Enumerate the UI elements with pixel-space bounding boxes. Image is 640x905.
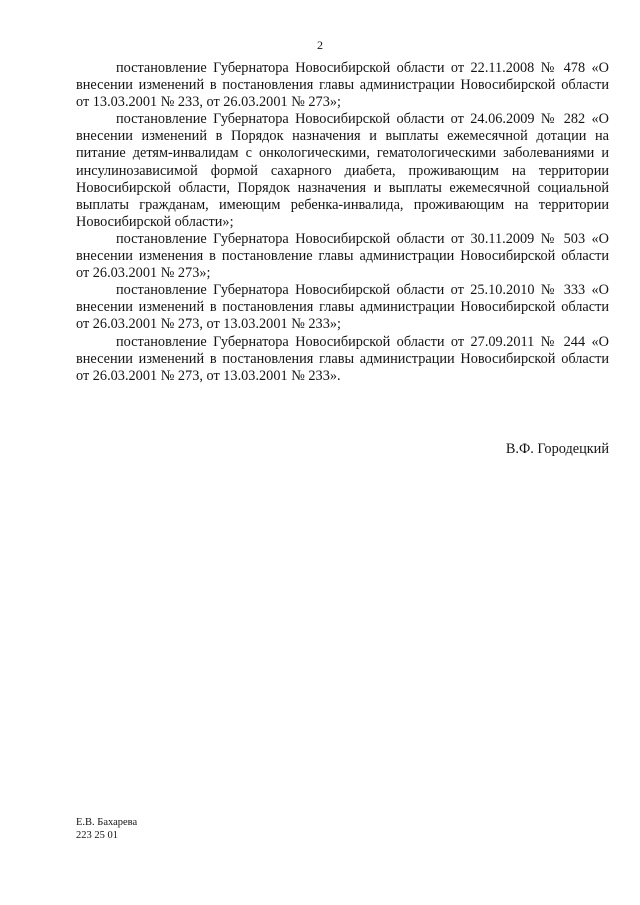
- document-body: [76, 60, 609, 385]
- executor-name: Е.В. Бахарева: [76, 817, 138, 828]
- page-number: 2: [317, 38, 323, 52]
- paragraph-decree-478: постановление Губернатора Новосибирской области от 22.11.2008 № 478 «О внесении изменений в постановления главы администрации Новосибирской области от 13.03.2001 № 233, от 26.03.2001 № 273»;: [76, 60, 609, 111]
- executor-phone: 223 25 01: [76, 829, 118, 841]
- executor-block: [76, 817, 137, 842]
- signature-name: В.Ф. Городецкий: [505, 441, 609, 457]
- paragraph-decree-244: постановление Губернатора Новосибирской области от 27.09.2011 № 244 «О внесении изменений в постановления главы администрации Новосибирской области от 26.03.2001 № 273, от 13.03.2001 № 233».: [76, 333, 609, 384]
- paragraph-decree-333: постановление Губернатора Новосибирской области от 25.10.2010 № 333 «О внесении изменений в постановления главы администрации Новосибирской области от 26.03.2001 № 273, от 13.03.2001 № 233»;: [76, 282, 609, 333]
- paragraph-decree-282: постановление Губернатора Новосибирской области от 24.06.2009 № 282 «О внесении изменений в Порядок назначения и выплаты ежемесячной дотации на питание детям-инвалидам с онкологическими, гематологическими заболеваниями и инсулинозависимой формой сахарного диабета, проживающим на территории Новосибирской области, Порядок назначения и выплаты ежемесячной социальной выплаты гражданам, имеющим ребенка-инвалида, проживающим на территории Новосибирской области»;: [76, 111, 609, 230]
- paragraph-decree-503: постановление Губернатора Новосибирской области от 30.11.2009 № 503 «О внесении изменения в постановление главы администрации Новосибирской области от 26.03.2001 № 273»;: [76, 230, 609, 282]
